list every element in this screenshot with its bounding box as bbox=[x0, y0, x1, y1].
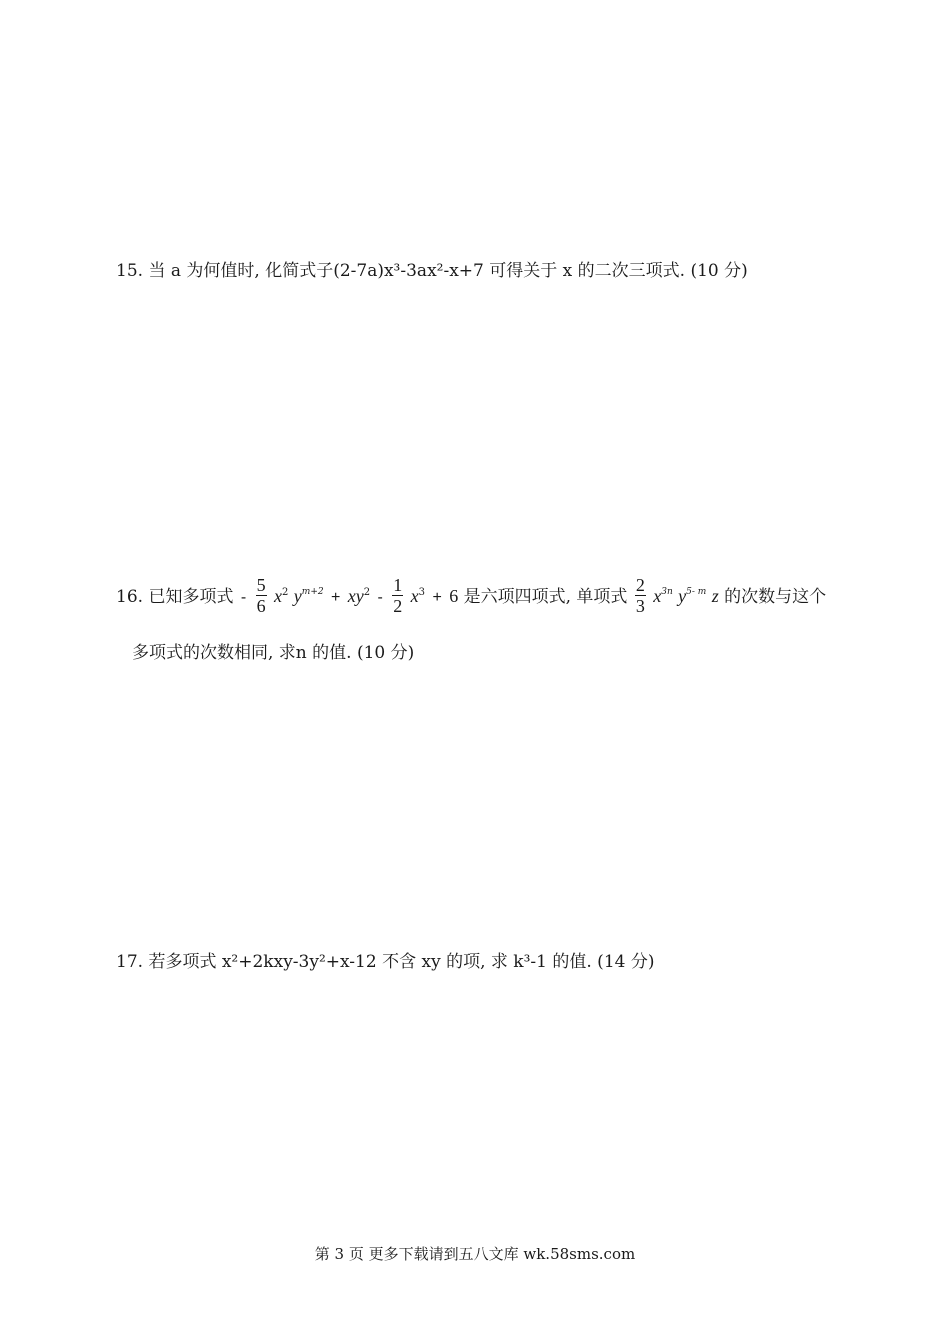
question-16-line-1 bbox=[116, 577, 826, 618]
fraction-five-sixths bbox=[256, 575, 267, 616]
fraction-two-thirds bbox=[635, 575, 646, 616]
math-exponent: 2 bbox=[282, 587, 289, 598]
math-exponent: m+2 bbox=[301, 587, 324, 597]
question-16-prefix: 16. 已知多项式 bbox=[116, 587, 234, 607]
math-minus-sign: - bbox=[377, 589, 383, 606]
math-exponent: 2 bbox=[363, 587, 371, 598]
math-term-xy: xy bbox=[347, 586, 364, 606]
fraction-numerator: 5 bbox=[256, 575, 266, 595]
footer-text: 第 3 页 更多下载请到五八文库 wk.58sms.com bbox=[314, 1245, 636, 1263]
math-variable-x: x bbox=[410, 586, 419, 606]
math-plus-sign: + bbox=[331, 589, 341, 606]
question-16-suffix: 的次数与这个 bbox=[724, 587, 827, 607]
question-16-middle: 是六项四项式, 单项式 bbox=[463, 587, 628, 607]
fraction-numerator: 1 bbox=[393, 575, 403, 595]
math-variable-z: z bbox=[711, 586, 719, 606]
math-variable-y: y bbox=[678, 586, 687, 606]
math-exponent: 3 bbox=[418, 587, 426, 598]
fraction-denominator: 6 bbox=[256, 596, 266, 616]
question-15 bbox=[116, 259, 748, 283]
fraction-one-half bbox=[392, 575, 403, 616]
page-footer bbox=[0, 1244, 950, 1264]
math-exponent: 5- m bbox=[686, 587, 707, 597]
math-variable-y: y bbox=[293, 586, 302, 606]
math-variable-x: x bbox=[653, 586, 662, 606]
math-variable-x: x bbox=[274, 586, 282, 606]
question-16-line-2-text: 多项式的次数相同, 求n 的值. (10 分) bbox=[132, 643, 415, 663]
math-plus-sign: + bbox=[432, 589, 442, 606]
fraction-denominator: 2 bbox=[393, 596, 403, 616]
fraction-denominator: 3 bbox=[635, 596, 645, 616]
math-minus-sign: - bbox=[240, 589, 247, 606]
math-exponent: 3n bbox=[661, 587, 673, 597]
math-constant: 6 bbox=[449, 586, 459, 606]
question-17-text: 17. 若多项式 x²+2kxy-3y²+x-12 不含 xy 的项, 求 k³-1 的值. (14 分) bbox=[116, 952, 655, 972]
question-17 bbox=[116, 950, 655, 974]
question-15-text: 15. 当 a 为何值时, 化简式子(2-7a)x³-3ax²-x+7 可得关于 x 的二次三项式. (10 分) bbox=[116, 261, 748, 281]
question-16-line-2 bbox=[132, 641, 414, 665]
fraction-numerator: 2 bbox=[635, 575, 645, 595]
